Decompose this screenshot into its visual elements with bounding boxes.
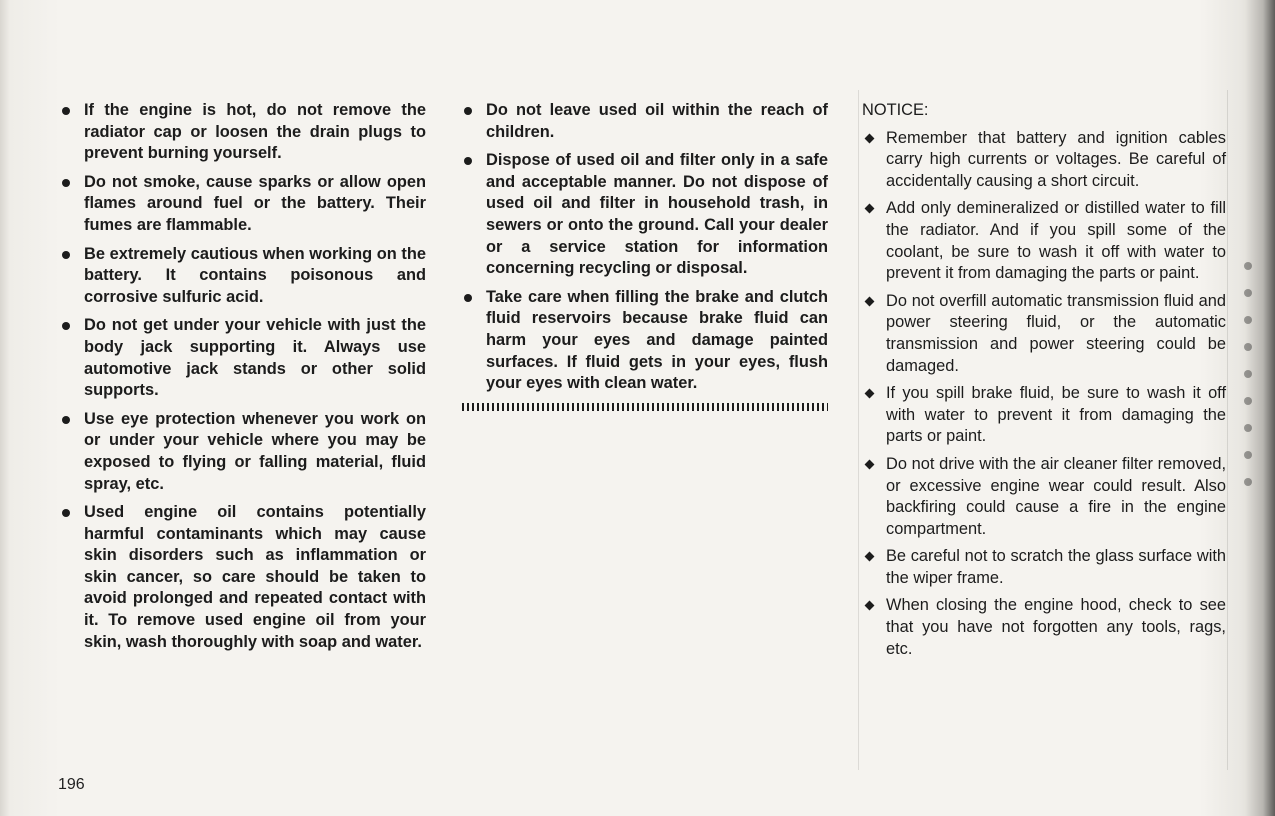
bullet-diamond-icon (865, 389, 875, 399)
page-number: 196 (58, 776, 85, 793)
list-item: Do not leave used oil within the reach of children. (462, 100, 828, 143)
list-item: Use eye protection whenever you work on or under your vehicle where you may be exposed to flying or falling material, fluid spray, etc. (60, 409, 426, 495)
notice-title: NOTICE: (862, 101, 929, 119)
bullet-dot-icon (464, 157, 472, 165)
bullet-dot-icon (464, 107, 472, 115)
notice-column (862, 100, 1226, 666)
warning-column-middle (462, 100, 828, 411)
bullet-diamond-icon (865, 204, 875, 214)
bullet-dot-icon (464, 294, 472, 302)
bullet-diamond-icon (865, 133, 875, 143)
list-item: When closing the engine hood, check to see that you have not forgotten any tools, rags, etc. (862, 595, 1226, 660)
bullet-diamond-icon (865, 296, 875, 306)
list-item: If the engine is hot, do not remove the radiator cap or loosen the drain plugs to prevent burning yourself. (60, 100, 426, 165)
warning-list-middle (462, 100, 828, 395)
bullet-diamond-icon (865, 552, 875, 562)
list-item: Be careful not to scratch the glass surface with the wiper frame. (862, 546, 1226, 589)
list-item: Remember that battery and ignition cables carry high currents or voltages. Be careful of accidentally causing a short circuit. (862, 128, 1226, 193)
bullet-dot-icon (62, 179, 70, 187)
bullet-dot-icon (62, 107, 70, 115)
list-item: Be extremely cautious when working on the battery. It contains poisonous and corrosive sulfuric acid. (60, 244, 426, 309)
bullet-dot-icon (62, 509, 70, 517)
list-item: Do not drive with the air cleaner filter removed, or excessive engine wear could result. Also backfiring could cause a fire in the engine compartment. (862, 454, 1226, 540)
bullet-dot-icon (62, 416, 70, 424)
bullet-diamond-icon (865, 459, 875, 469)
list-item: Dispose of used oil and filter only in a safe and acceptable manner. Do not dispose of used oil and filter in household trash, in sewers or onto the ground. Call your dealer or a service station for information concerning recycling or disposal. (462, 150, 828, 280)
list-item: Do not get under your vehicle with just the body jack supporting it. Always use automotive jack stands or other solid supports. (60, 315, 426, 401)
bullet-dot-icon (62, 322, 70, 330)
warning-column-left (60, 100, 426, 660)
bullet-diamond-icon (865, 601, 875, 611)
section-end-bar (462, 403, 828, 411)
notice-list (862, 128, 1226, 661)
warning-list-left (60, 100, 426, 653)
list-item: Used engine oil contains potentially harmful contaminants which may cause skin disorders such as inflammation or skin cancer, so care should be taken to avoid prolonged and repeated contact with it. To remove used engine oil from your skin, wash thoroughly with soap and water. (60, 502, 426, 653)
list-item: Do not overfill automatic transmission fluid and power steering fluid, or the automatic transmission and power steering could be damaged. (862, 291, 1226, 377)
bullet-dot-icon (62, 251, 70, 259)
list-item: Take care when filling the brake and clutch fluid reservoirs because brake fluid can harm your eyes and damage painted surfaces. If fluid gets in your eyes, flush your eyes with clean water. (462, 287, 828, 395)
list-item: Add only demineralized or distilled water to fill the radiator. And if you spill some of the coolant, be sure to wash it off with water to prevent it from damaging the parts or paint. (862, 198, 1226, 284)
list-item: If you spill brake fluid, be sure to wash it off with water to prevent it from damaging the parts or paint. (862, 383, 1226, 448)
list-item: Do not smoke, cause sparks or allow open flames around fuel or the battery. Their fumes are flammable. (60, 172, 426, 237)
book-spine-shadow (1245, 0, 1275, 816)
